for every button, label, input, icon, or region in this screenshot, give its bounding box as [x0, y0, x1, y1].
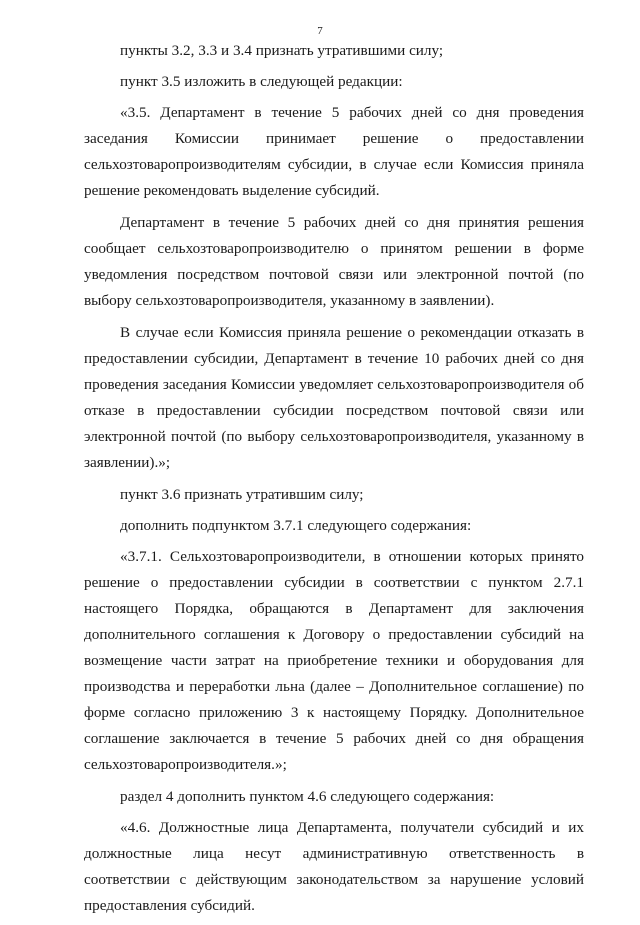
- paragraph-6: пункт 3.6 признать утратившим силу;: [120, 486, 364, 503]
- paragraph-5: В случае если Комиссия приняла решение о рекомендации отказать в предоставлении субсидии, Департамент в течение 10 рабочих дней со дня проведения заседания Комиссии уведомляет сельхозтоваропроизводителя об отказе в предоставлении субсидии посредством почтовой связи или электронной почтой (по выбору сельхозтоваропроизводителя, указанному в заявлении).»;: [84, 324, 584, 471]
- paragraph-2: пункт 3.5 изложить в следующей редакции:: [120, 73, 403, 90]
- page-number: 7: [317, 25, 323, 37]
- paragraph-9: раздел 4 дополнить пунктом 4.6 следующего содержания:: [120, 788, 495, 805]
- paragraph-4: Департамент в течение 5 рабочих дней со дня принятия решения сообщает сельхозтоваропроизводителю о принятом решении в форме уведомления посредством почтовой связи или электронной почтой (по выбору сельхозтоваропроизводителя, указанному в заявлении).: [84, 214, 584, 309]
- paragraph-8: «3.7.1. Сельхозтоваропроизводители, в отношении которых принято решение о предоставлении субсидии в соответствии с пунктом 2.7.1 настоящего Порядка, обращаются в Департамент для заключения дополнительного соглашения к Договору о предоставлении субсидий на возмещение части затрат на приобретение техники и оборудования для производства и переработки льна (далее – Дополнительное соглашение) по форме согласно приложению 3 к настоящему Порядку. Дополнительное соглашение заключается в течение 5 рабочих дней со дня обращения сельхозтоваропроизводителя.»;: [84, 548, 584, 773]
- paragraph-1: пункты 3.2, 3.3 и 3.4 признать утратившими силу;: [120, 42, 444, 59]
- paragraph-3: «3.5. Департамент в течение 5 рабочих дней со дня проведения заседания Комиссии принимает решение о предоставлении сельхозтоваропроизводителям субсидии, в случае если Комиссия приняла решение рекомендовать выделение субсидий.: [84, 104, 584, 199]
- document-body: [84, 38, 584, 925]
- paragraph-7: дополнить подпунктом 3.7.1 следующего содержания:: [120, 517, 472, 534]
- paragraph-10: «4.6. Должностные лица Департамента, получатели субсидий и их должностные лица несут административную ответственность в соответствии с действующим законодательством за нарушение условий предоставления субсидий.: [84, 819, 584, 914]
